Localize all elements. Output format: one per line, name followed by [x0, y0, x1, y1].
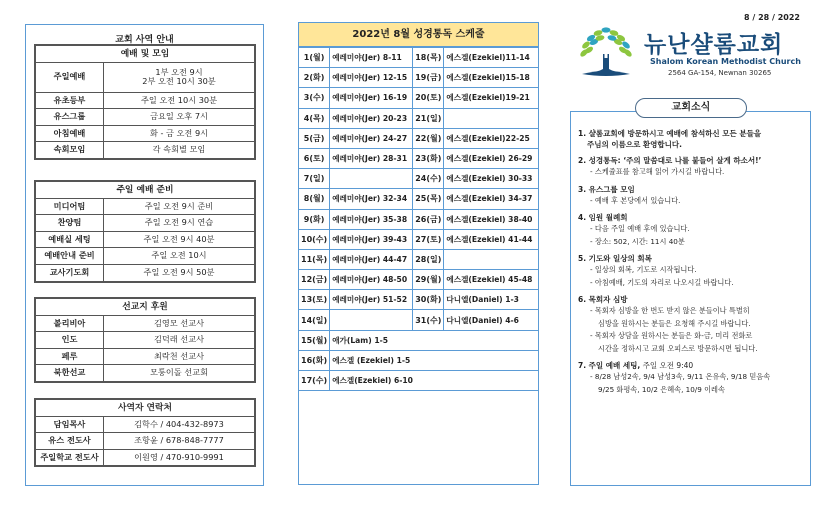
church-news-panel	[570, 102, 811, 486]
schedule-row	[299, 189, 538, 209]
schedule-reading: 에스겔(Ezekiel) 41-44	[444, 229, 538, 249]
mission-label: 인도	[36, 332, 104, 349]
schedule-day: 26(금)	[413, 209, 444, 229]
worship-time-line: 1부 오전 9시	[155, 66, 203, 77]
news-item-heading	[578, 253, 808, 264]
worship-value	[104, 109, 255, 126]
schedule-title: 2022년 8월 성경통독 스케줄	[299, 23, 538, 47]
mission-value: 김덕래 선교사	[104, 332, 255, 349]
church-address: 2564 GA-154, Newnan 30265	[668, 69, 772, 77]
mission-row	[36, 332, 255, 349]
schedule-row	[299, 128, 538, 148]
prep-value: 주일 오전 9시 연습	[104, 215, 255, 232]
schedule-day: 18(목)	[413, 48, 444, 68]
news-item-detail: - 8/28 남성2속, 9/4 남성3속, 9/11 온유속, 9/18 믿음속	[590, 372, 771, 381]
news-item-heading	[578, 184, 808, 195]
news-item	[578, 184, 808, 208]
schedule-row	[299, 88, 538, 108]
news-item-detail: - 아침예배, 기도의 자리로 나오시길 바랍니다.	[590, 277, 734, 287]
schedule-reading: 에스겔(Ezekiel)19-21	[444, 88, 538, 108]
schedule-row	[299, 350, 538, 370]
schedule-day: 5(금)	[299, 128, 330, 148]
news-item-detail: - 다음 주일 예배 후에 있습니다.	[590, 224, 690, 233]
mission-value: 김영모 선교사	[104, 315, 255, 332]
news-item-detail: 시간을 정하시고 교회 오피스로 방문하시면 됩니다.	[598, 343, 758, 353]
schedule-reading: 에스겔(Ezekiel) 6-10	[330, 371, 538, 391]
schedule-reading: 예레미야(Jer) 32-34	[330, 189, 413, 209]
news-item-heading	[578, 360, 808, 371]
worship-time-line: 금요일 오후 7시	[150, 111, 208, 122]
schedule-reading: 다니엘(Daniel) 4-6	[444, 310, 538, 330]
schedule-reading: 에스겔(Ezekiel) 30-33	[444, 169, 538, 189]
schedule-row	[299, 249, 538, 269]
schedule-reading: 에스겔(Ezekiel)15-18	[444, 68, 538, 88]
schedule-reading: 에스겔(Ezekiel)22-25	[444, 128, 538, 148]
schedule-row	[299, 169, 538, 189]
schedule-row	[299, 68, 538, 88]
news-heading-text: 6. 목회자 심방	[578, 295, 628, 304]
schedule-day: 4(목)	[299, 108, 330, 128]
prep-value: 주일 오전 10시	[104, 248, 255, 265]
contacts-value: 김학수 / 404-432-8973	[104, 416, 255, 433]
contacts-row	[36, 433, 255, 450]
news-item-heading	[578, 294, 808, 305]
schedule-reading: 에스겔(Ezekiel) 26-29	[444, 148, 538, 168]
schedule-day: 7(일)	[299, 169, 330, 189]
prep-label: 교사기도회	[36, 264, 104, 281]
worship-value	[104, 142, 255, 159]
worship-header: 예배 및 모임	[36, 46, 255, 63]
schedule-reading: 예레미야(Jer) 28-31	[330, 148, 413, 168]
schedule-day: 24(수)	[413, 169, 444, 189]
news-heading-text: 7. 주일 예배 세팅,	[578, 361, 641, 370]
schedule-day: 6(토)	[299, 148, 330, 168]
schedule-reading: 예레미야(Jer) 51-52	[330, 290, 413, 310]
schedule-day: 25(목)	[413, 189, 444, 209]
schedule-day: 17(수)	[299, 371, 330, 391]
mission-row	[36, 348, 255, 365]
schedule-row	[299, 290, 538, 310]
contacts-header: 사역자 연락처	[36, 400, 255, 417]
schedule-row	[299, 371, 538, 391]
contacts-row	[36, 416, 255, 433]
news-heading-detail: 주일 오전 9:40	[640, 361, 694, 370]
worship-label: 유초등부	[36, 92, 104, 109]
contacts-label: 유스 전도사	[36, 433, 104, 450]
worship-label: 주일예배	[36, 62, 104, 92]
news-heading-text: 3. 유스그룹 모임	[578, 184, 635, 194]
worship-label: 유스그룹	[36, 109, 104, 126]
news-item-detail: - 일상의 회복, 기도로 시작됩니다.	[590, 265, 697, 274]
schedule-day: 13(토)	[299, 290, 330, 310]
news-item-detail: - 목회자 심방을 한 번도 받지 않은 분들이나 특별히	[590, 306, 750, 315]
schedule-reading: 에스겔(Ezekiel) 34-37	[444, 189, 538, 209]
tree-cross-icon	[576, 24, 636, 80]
schedule-reading: 에스겔(Ezekiel) 45-48	[444, 270, 538, 290]
schedule-reading: 에스겔(Ezekiel) 38-40	[444, 209, 538, 229]
worship-time-line: 화 - 금 오전 9시	[149, 127, 209, 138]
church-logo	[576, 24, 816, 84]
worship-label: 속회모임	[36, 142, 104, 159]
schedule-day: 8(월)	[299, 189, 330, 209]
news-item-detail: - 스케쥴표를 참고해 읽어 가시길 바랍니다.	[590, 167, 725, 176]
mission-label: 페루	[36, 348, 104, 365]
schedule-row	[299, 330, 538, 350]
prep-value: 주일 오전 9시 50분	[104, 264, 255, 281]
schedule-reading: 예레미야(Jer) 20-23	[330, 108, 413, 128]
mission-value: 모퉁이돌 선교회	[104, 365, 255, 382]
worship-value	[104, 62, 255, 92]
mission-row	[36, 365, 255, 382]
news-heading-text: 4. 임원 월례회	[578, 213, 628, 222]
schedule-row	[299, 270, 538, 290]
church-name-korean: 뉴난샬롬교회	[644, 32, 784, 58]
schedule-day: 20(토)	[413, 88, 444, 108]
schedule-reading: 예레미야(Jer) 39-43	[330, 229, 413, 249]
prep-label: 예배실 세팅	[36, 231, 104, 248]
mission-label: 볼리비아	[36, 315, 104, 332]
news-heading-text: 5. 기도와 일상의 회복	[578, 254, 652, 263]
worship-section	[34, 44, 256, 160]
prep-label: 찬양팀	[36, 215, 104, 232]
schedule-reading: 다니엘(Daniel) 1-3	[444, 290, 538, 310]
schedule-reading: 예레미야(Jer) 16-19	[330, 88, 413, 108]
schedule-reading	[330, 310, 413, 330]
news-heading-text: 1. 샬롬교회에 방문하시고 예배에 참석하신 모든 분들을	[578, 129, 762, 138]
prep-value: 주일 오전 9시 준비	[104, 198, 255, 215]
schedule-day: 21(일)	[413, 108, 444, 128]
worship-value	[104, 125, 255, 142]
prep-row	[36, 231, 255, 248]
worship-time-line: 각 속회별 모임	[152, 144, 206, 155]
worship-label: 아침예배	[36, 125, 104, 142]
news-item	[578, 212, 808, 248]
contacts-label: 주일학교 전도사	[36, 449, 104, 466]
worship-row	[36, 62, 255, 92]
schedule-row	[299, 209, 538, 229]
schedule-reading	[444, 108, 538, 128]
ministry-info-title: 교회 사역 안내	[115, 35, 174, 45]
news-item	[578, 128, 808, 150]
worship-time-line: 주일 오전 10시 30분	[140, 94, 218, 105]
schedule-day: 11(목)	[299, 249, 330, 269]
schedule-row	[299, 148, 538, 168]
schedule-reading: 예레미야(Jer) 44-47	[330, 249, 413, 269]
news-item-detail: - 장소: 502, 시간: 11시 40분	[590, 236, 685, 246]
contacts-value: 조항윤 / 678-848-7777	[104, 433, 255, 450]
mission-value: 최락천 선교사	[104, 348, 255, 365]
schedule-day: 16(화)	[299, 350, 330, 370]
mission-section	[34, 297, 256, 383]
prep-row	[36, 264, 255, 281]
schedule-day: 1(월)	[299, 48, 330, 68]
prep-label: 예배안내 준비	[36, 248, 104, 265]
contacts-label: 담임목사	[36, 416, 104, 433]
news-item-heading	[578, 155, 808, 166]
schedule-day: 14(일)	[299, 310, 330, 330]
worship-time-line: 2부 오전 10시 30분	[142, 76, 216, 87]
schedule-reading	[330, 169, 413, 189]
prep-section	[34, 180, 256, 283]
worship-value	[104, 92, 255, 109]
schedule-reading: 예레미야(Jer) 24-27	[330, 128, 413, 148]
schedule-day: 22(월)	[413, 128, 444, 148]
worship-row	[36, 142, 255, 159]
news-title: 교회소식	[635, 98, 747, 118]
schedule-reading	[444, 249, 538, 269]
schedule-day: 3(수)	[299, 88, 330, 108]
news-list	[578, 128, 808, 401]
news-heading-text: 2. 성경통독: ‘주의 말씀대로 나를 붙들어 살게 하소서!’	[578, 156, 762, 165]
schedule-day: 23(화)	[413, 148, 444, 168]
worship-row	[36, 92, 255, 109]
news-item-heading	[578, 128, 808, 139]
schedule-reading: 예레미야(Jer) 35-38	[330, 209, 413, 229]
schedule-day: 12(금)	[299, 270, 330, 290]
prep-row	[36, 248, 255, 265]
news-item	[578, 155, 808, 179]
schedule-day: 15(월)	[299, 330, 330, 350]
schedule-reading: 예레미야(Jer) 8-11	[330, 48, 413, 68]
schedule-day: 10(수)	[299, 229, 330, 249]
schedule-reading: 에스겔 (Ezekiel) 1-5	[330, 350, 538, 370]
schedule-day: 28(일)	[413, 249, 444, 269]
mission-row	[36, 315, 255, 332]
ministry-info-panel	[25, 24, 264, 486]
prep-row	[36, 215, 255, 232]
news-item-detail: - 예배 후 본당에서 있습니다.	[590, 195, 681, 205]
bulletin-date: 8 / 28 / 2022	[744, 13, 800, 22]
schedule-day: 9(화)	[299, 209, 330, 229]
schedule-row	[299, 229, 538, 249]
mission-label: 북한선교	[36, 365, 104, 382]
schedule-day: 27(토)	[413, 229, 444, 249]
news-item-detail: - 목회자 상담을 원하시는 분들은 화-금, 미리 전화로	[590, 331, 753, 340]
schedule-row	[299, 310, 538, 330]
contacts-value: 이원영 / 470-910-9991	[104, 449, 255, 466]
schedule-day: 2(화)	[299, 68, 330, 88]
news-heading-line2: 주님의 이름으로 환영합니다.	[587, 140, 683, 149]
news-item-detail: 9/25 화평속, 10/2 은혜속, 10/9 이레속	[598, 384, 725, 394]
schedule-reading: 예레미야(Jer) 48-50	[330, 270, 413, 290]
news-item	[578, 253, 808, 289]
schedule-day: 29(월)	[413, 270, 444, 290]
worship-row	[36, 125, 255, 142]
bible-reading-panel	[298, 22, 539, 485]
schedule-table	[299, 47, 538, 391]
schedule-reading: 에스겔(Ezekiel)11-14	[444, 48, 538, 68]
schedule-row	[299, 108, 538, 128]
news-item	[578, 360, 808, 396]
news-item-detail: 심방을 원하시는 분들은 요청해 주시길 바랍니다.	[598, 318, 751, 328]
prep-label: 미디어팀	[36, 198, 104, 215]
contacts-section	[34, 398, 256, 467]
prep-row	[36, 198, 255, 215]
news-item	[578, 294, 808, 355]
news-item-heading	[578, 212, 808, 223]
schedule-day: 30(화)	[413, 290, 444, 310]
church-name-english: Shalom Korean Methodist Church	[650, 57, 801, 66]
schedule-day: 19(금)	[413, 68, 444, 88]
schedule-day: 31(수)	[413, 310, 444, 330]
prep-header: 주일 예배 준비	[36, 182, 255, 199]
worship-row	[36, 109, 255, 126]
contacts-row	[36, 449, 255, 466]
schedule-reading: 애가(Lam) 1-5	[330, 330, 538, 350]
schedule-row	[299, 48, 538, 68]
prep-value: 주일 오전 9시 40분	[104, 231, 255, 248]
mission-header: 선교지 후원	[36, 299, 255, 316]
schedule-reading: 예레미야(Jer) 12-15	[330, 68, 413, 88]
